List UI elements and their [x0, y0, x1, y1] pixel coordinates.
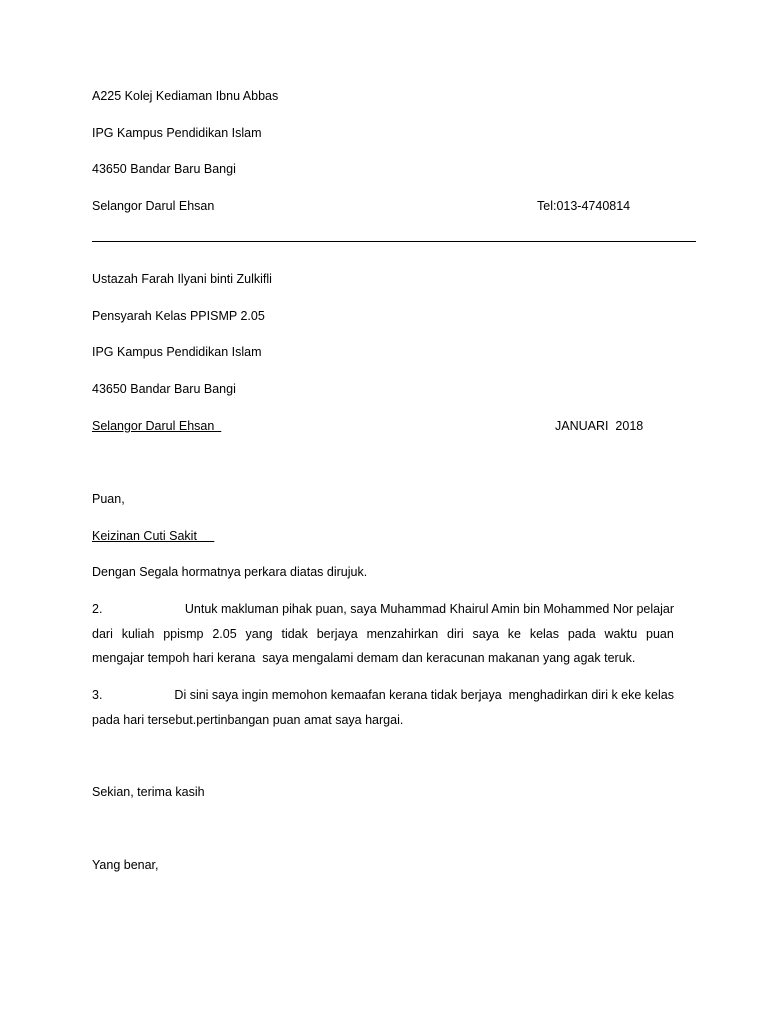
- paragraph-3-line-1: [92, 683, 674, 708]
- signoff-line: Yang benar,: [92, 858, 159, 872]
- paragraph-2-line-1: [92, 597, 674, 622]
- letter-date: JANUARI 2018: [555, 419, 644, 433]
- paragraph-2-line-3: mengajar tempoh hari kerana saya mengalami demam dan keracunan makanan yang agak teruk.: [92, 651, 636, 665]
- paragraph-2-text-1: Untuk makluman pihak puan, saya Muhammad Khairul Amin bin Mohammed Nor pelajar: [184, 602, 674, 616]
- paragraph-2-number: 2.: [92, 602, 103, 616]
- paragraph-2: [92, 597, 674, 671]
- recipient-city: 43650 Bandar Baru Bangi: [92, 382, 236, 396]
- sender-address-line-2: IPG Kampus Pendidikan Islam: [92, 126, 262, 140]
- paragraph-2-line-2: dari kuliah ppismp 2.05 yang tidak berjaya menzahirkan diri saya ke kelas pada waktu puan: [92, 626, 674, 641]
- closing-line: Sekian, terima kasih: [92, 785, 205, 799]
- sender-address-line-3: 43650 Bandar Baru Bangi: [92, 162, 236, 176]
- paragraph-3-line-2: pada hari tersebut.pertinbangan puan amat saya hargai.: [92, 712, 404, 727]
- header-divider: [92, 241, 696, 242]
- sender-address-line-4: Selangor Darul Ehsan: [92, 199, 215, 213]
- recipient-state: Selangor Darul Ehsan: [92, 419, 222, 433]
- sender-address-line-1: A225 Kolej Kediaman Ibnu Abbas: [92, 89, 279, 103]
- paragraph-3-number: 3.: [92, 688, 103, 702]
- opening-sentence: Dengan Segala hormatnya perkara diatas dirujuk.: [92, 565, 368, 579]
- recipient-institution: IPG Kampus Pendidikan Islam: [92, 345, 262, 359]
- paragraph-3: [92, 683, 674, 732]
- paragraph-3-text-1: Di sini saya ingin memohon kemaafan kerana tidak berjaya menghadirkan diri k eke kelas: [174, 688, 674, 702]
- subject-line: Keizinan Cuti Sakit: [92, 529, 215, 543]
- recipient-name: Ustazah Farah Ilyani binti Zulkifli: [92, 272, 272, 286]
- sender-telephone: Tel:013-4740814: [537, 199, 631, 213]
- recipient-position: Pensyarah Kelas PPISMP 2.05: [92, 309, 265, 323]
- salutation: Puan,: [92, 492, 125, 506]
